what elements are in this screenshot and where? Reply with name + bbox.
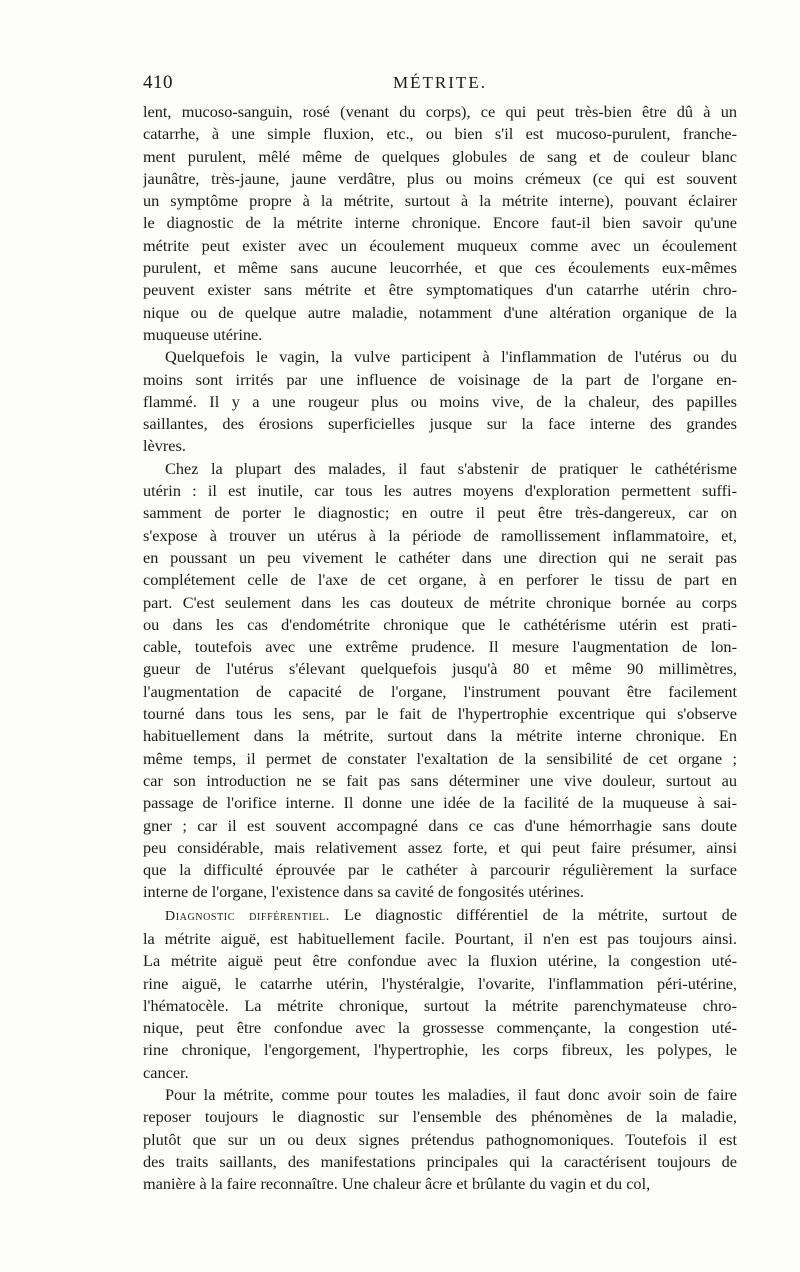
text-line-rest: Le diagnostic différentiel de la métrite, surtout de	[329, 904, 737, 924]
text-line: muqueuse utérine.	[143, 324, 263, 344]
text-line: s'expose à trouver un utérus à la période de ramollissement inflammatoire, et,	[143, 525, 737, 545]
text-line: rine chronique, l'engorgement, l'hypertrophie, les corps fibreux, les polypes, le	[143, 1040, 737, 1060]
text-line: ment purulent, mêlé même de quelques globules de sang et de couleur blanc	[143, 146, 737, 166]
text-line: cancer.	[143, 1062, 189, 1082]
text-line: nique, peut être confondue avec la grossesse commençante, la congestion uté-	[143, 1018, 737, 1038]
text-line: complétement celle de l'axe de cet organe, à en perforer le tissu de part en	[143, 570, 737, 590]
text-line: purulent, et même sans aucune leucorrhée, et que ces écoulements eux-mêmes	[143, 258, 737, 278]
text-line: part. C'est seulement dans les cas douteux de métrite chronique bornée au corps	[143, 592, 737, 612]
paragraph	[143, 1084, 737, 1195]
text-line: un symptôme propre à la métrite, surtout à la métrite interne), pouvant éclairer	[143, 191, 737, 211]
text-line: passage de l'orifice interne. Il donne une idée de la facilité de la muqueuse à sai-	[143, 793, 737, 813]
text-line: des traits saillants, des manifestations principales qui la caractérisent toujours de	[143, 1151, 737, 1171]
text-line: gueur de l'utérus s'élevant quelquefois jusqu'à 80 et même 90 millimètres,	[143, 659, 737, 679]
text-line: Quelquefois le vagin, la vulve participent à l'inflammation de l'utérus ou du	[165, 347, 737, 367]
text-line: reposer toujours le diagnostic sur l'ensemble des phénomènes de la maladie,	[143, 1107, 737, 1127]
text-line: plutôt que sur un ou deux signes prétendus pathognomoniques. Toutefois il est	[143, 1129, 737, 1149]
text-line: Pour la métrite, comme pour toutes les maladies, il faut donc avoir soin de faire	[165, 1085, 737, 1105]
text-line	[143, 904, 737, 928]
text-line: peu considérable, mais relativement assez forte, et qui peut faire présumer, ainsi	[143, 837, 737, 857]
text-line: jaunâtre, très-jaune, jaune verdâtre, plus ou moins crémeux (ce qui est souvent	[143, 168, 737, 188]
text-line: manière à la faire reconnaître. Une chaleur âcre et brûlante du vagin et du col,	[143, 1174, 651, 1194]
text-line: ou dans les cas d'endométrite chronique que le cathétérisme utérin est prati-	[143, 614, 737, 634]
text-line: flammé. Il y a une rougeur plus ou moins vive, de la chaleur, des papilles	[143, 391, 737, 411]
paragraph	[143, 458, 737, 904]
running-title: MÉTRITE.	[393, 73, 487, 92]
text-line: rine aiguë, le catarrhe utérin, l'hystéralgie, l'ovarite, l'inflammation péri-utérine,	[143, 973, 737, 993]
text-line: utérin : il est inutile, car tous les autres moyens d'exploration permettent suffi-	[143, 481, 737, 501]
paragraph	[143, 904, 737, 1084]
text-line: samment de porter le diagnostic; en outre il peut être très-dangereux, car on	[143, 503, 737, 523]
text-line: l'hématocèle. La métrite chronique, surtout la métrite parenchymateuse chro-	[143, 995, 737, 1015]
page-body	[143, 101, 737, 1196]
section-lead: Diagnostic différentiel.	[165, 908, 330, 924]
text-line: la métrite aiguë, est habituellement facile. Pourtant, il n'en est pas toujours ainsi.	[143, 928, 737, 948]
text-line: gner ; car il est souvent accompagné dans ce cas d'une hémorrhagie sans doute	[143, 815, 737, 835]
text-line: catarrhe, à une simple fluxion, etc., ou bien s'il est mucoso-purulent, franche-	[143, 124, 737, 144]
text-line: interne de l'organe, l'existence dans sa cavité de fongosités utérines.	[143, 882, 584, 902]
page-number: 410	[143, 72, 173, 93]
text-line: lèvres.	[143, 436, 186, 456]
text-line: habituellement dans la métrite, surtout dans la métrite interne chronique. En	[143, 726, 737, 746]
text-line: peuvent exister sans métrite et être symptomatiques d'un catarrhe utérin chro-	[143, 280, 737, 300]
text-line: tourné dans tous les sens, par le fait de l'hypertrophie excentrique qui s'observe	[143, 704, 737, 724]
text-line: que la difficulté éprouvée par le cathéter à parcourir régulièrement la surface	[143, 860, 737, 880]
text-line: saillantes, des érosions superficielles jusque sur la face interne des grandes	[143, 414, 737, 434]
text-line: métrite peut exister avec un écoulement muqueux comme avec un écoulement	[143, 235, 737, 255]
text-line: l'augmentation de capacité de l'organe, l'instrument pouvant être facilement	[143, 681, 737, 701]
text-line: lent, mucoso-sanguin, rosé (venant du corps), ce qui peut très-bien être dû à un	[143, 102, 737, 121]
text-line: le diagnostic de la métrite interne chronique. Encore faut-il bien savoir qu'une	[143, 213, 737, 233]
text-line: même temps, il permet de constater l'exaltation de la sensibilité de cet organe ;	[143, 748, 737, 768]
text-line: moins sont irrités par une influence de voisinage de la part de l'organe en-	[143, 369, 737, 389]
text-line: nique ou de quelque autre maladie, notamment d'une altération organique de la	[143, 302, 737, 322]
text-line: La métrite aiguë peut être confondue avec la fluxion utérine, la congestion uté-	[143, 951, 737, 971]
page-header	[143, 72, 737, 100]
paragraph	[143, 346, 737, 457]
text-line: en poussant un peu vivement le cathéter dans une direction qui ne serait pas	[143, 547, 737, 567]
paragraph	[143, 101, 737, 346]
text-line: Chez la plupart des malades, il faut s'abstenir de pratiquer le cathétérisme	[165, 458, 737, 478]
text-line: car son introduction ne se fait pas sans déterminer une vive douleur, surtout au	[143, 770, 737, 790]
text-line: cable, toutefois avec une extrême prudence. Il mesure l'augmentation de lon-	[143, 637, 737, 657]
